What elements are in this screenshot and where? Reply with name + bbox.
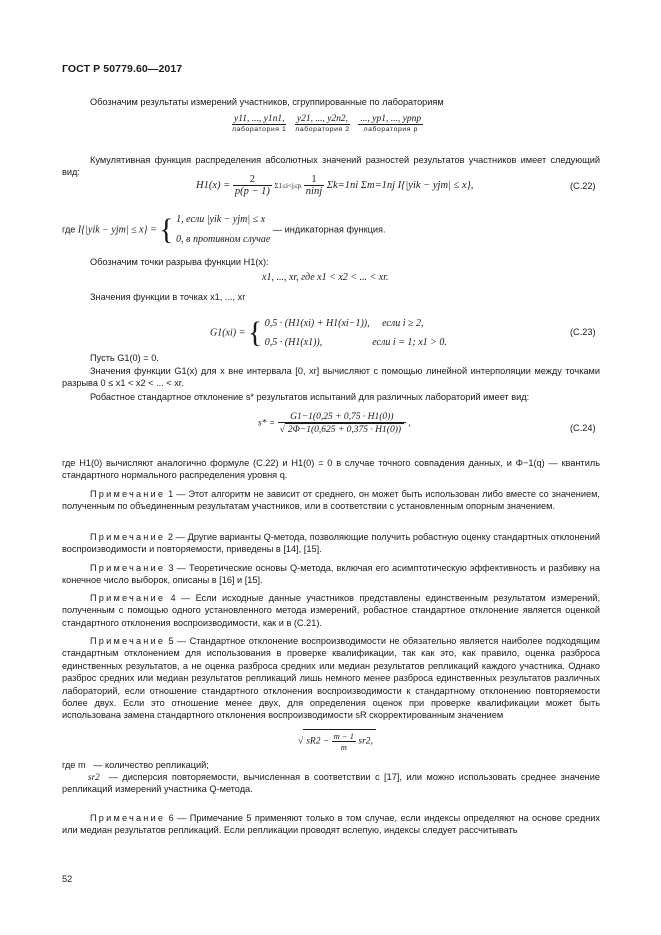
equation-number-c23: (C.23) (570, 327, 596, 337)
note-3: Примечание 3 — Теоретические основы Q-метода, включая его асимптотическую эффективность и разбивку на конечное число выборок, описаны в [16] и [15]. (62, 563, 600, 586)
lab-groups-formula (232, 114, 429, 133)
definition-sr: sr2 — дисперсия повторяемости, вычисленная в соответствии с [17], или можно использовать среднее значение репликаций измерений участника Q-метода. (62, 772, 600, 795)
equation-number-c24: (C.24) (570, 423, 596, 433)
interpolation-paragraph: Значения функции G1(x) для x вне интервала [0, xr] вычисляют с помощью линейной интерполяции между точками разрыва 0 ≤ x1 < x2 < ... < xr. (62, 366, 600, 389)
equation-number-c22: (C.22) (570, 181, 596, 191)
formula-c23: G1(xi) = { 0,5 · (H1(xi) + H1(xi−1)), если i ≥ 2, 0,5 · (H1(x1)), если i = 1; x1 > 0. (210, 316, 447, 349)
definition-m: где m — количество репликаций; (62, 760, 209, 770)
cumulative-paragraph: Кумулятивная функция распределения абсолютных значений разностей результатов участников имеет следующий вид: (62, 155, 600, 178)
breakpoints-formula: x1, ..., xr, где x1 < x2 < ... < xr. (262, 272, 389, 283)
lab-group: y11, ..., y1n1, лаборатория 1 (232, 114, 287, 133)
document-header: ГОСТ Р 50779.60—2017 (62, 63, 183, 75)
corrected-sd-formula: √ sR2 − $\frac{m - 1}{m}$ sr2, (298, 729, 376, 752)
note-2: Примечание 2 — Другие варианты Q-метода, позволяющие получить робастную оценку стандартных отклонений воспроизводимости и повторяемости, приведены в [14], [15]. (62, 532, 600, 555)
breakpoints-paragraph: Обозначим точки разрыва функции H1(x): (90, 257, 269, 267)
note-4: Примечание 4 — Если исходные данные участников представлены единственным результатом измерений, полученным с помощью одного установленного метода измерений, робастное стандартное отклонение является оценкой стандартного отклонения воспроизводимости, как и в (C.21). (62, 593, 600, 628)
note-5: Примечание 5 — Стандартное отклонение воспроизводимости не обязательно является наиболее подходящим стандартным отклонением для использования в проверке квалификации, так как это, как правило, оценка разброса единственных результатов, а не оценка разброса средних или медиан результатов репликаций каждого участника. Однако разброс средних или медиан результатов репликаций лишь немного менее разброса единственных результатов различных лабораторий, если отношение стандартного отклонения воспроизводимости к стандартному отклонению повторяемости более двух. Если это отношение менее двух, для определения оценок при проверке квалификации может быть использована замена стандартного отклонения воспроизводимости sR скорректированным значением (62, 636, 600, 721)
formula-c24: s* = $\frac{G1-1(0,25 + 0,75 \cdot H1(0))}{√ 2\Phi-1(0,625 + 0,375 \cdot H1(0))}$ , (258, 412, 411, 435)
robust-paragraph: Робастное стандартное отклонение s* результатов испытаний для различных лабораторий имеет вид: (90, 392, 530, 402)
lab-group: y21, ..., y2n2, лаборатория 2 (295, 114, 350, 133)
values-paragraph: Значения функции в точках x1, ..., xr (90, 292, 246, 302)
indicator-definition: где I{|yik − yjm| ≤ x} = { 1, если |yik − yjm| ≤ x 0, в противном случае — индикаторная функция. (62, 213, 386, 246)
note-1: Примечание 1 — Этот алгоритм не зависит от среднего, он может быть использован либо вместе со значением, полученным по объединенным результатам участников, или в соответствии с установленным опорным значением. (62, 489, 600, 512)
where-c24-paragraph: где H1(0) вычисляют аналогично формуле (C.22) и H1(0) = 0 в случае точного совпадения данных, и Φ−1(q) — квантиль стандартного нормального распределения уровня q. (62, 458, 600, 481)
lab-group: ..., yp1, ..., ypnp лаборатория p (360, 114, 422, 133)
page-number: 52 (62, 874, 73, 884)
let-paragraph: Пусть G1(0) = 0. (90, 353, 159, 363)
formula-c22: H1(x) = $\frac{2}{p(p - 1)}$ Σ1≤i<j≤p $\frac{1}{\text{ninj}}$ Σk=1ni Σm=1nj I{|yik − yjm| ≤ x}, (196, 174, 474, 197)
intro-paragraph: Обозначим результаты измерений участников, сгруппированные по лабораториям (90, 97, 444, 107)
note-6: Примечание 6 — Примечание 5 применяют только в том случае, если индексы определяют на основе средних или медиан результатов репликаций. Если репликации проводят вслепую, индексы следует рассчитывать (62, 813, 600, 836)
